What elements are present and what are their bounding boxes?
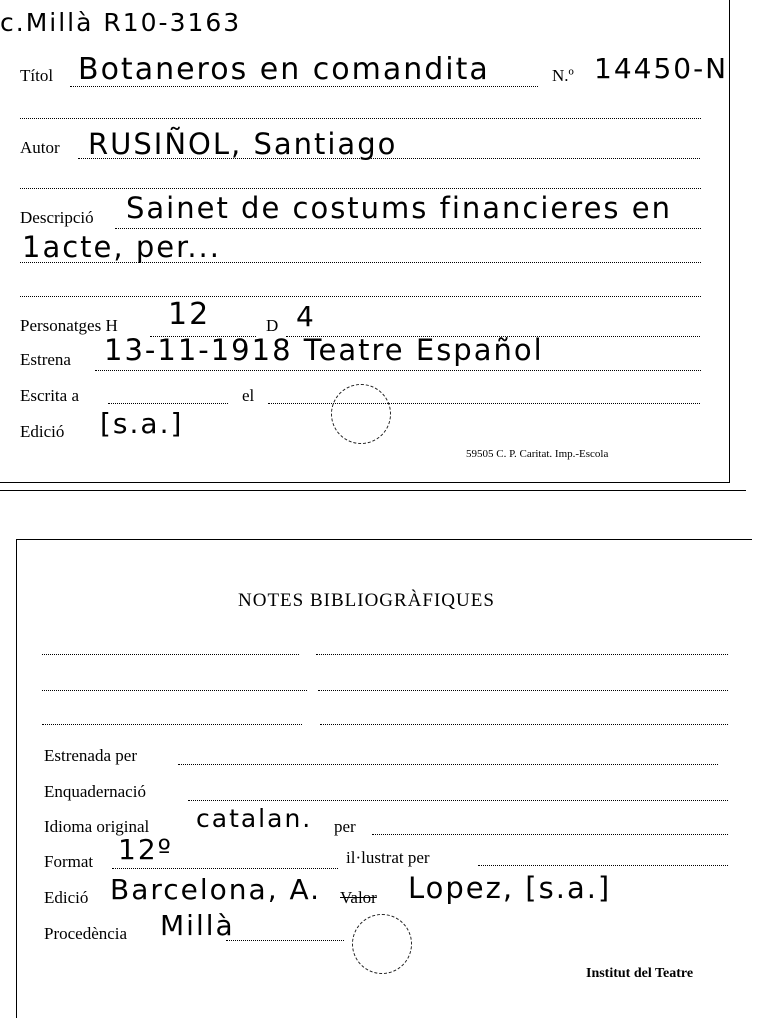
provenance-value: Millà	[160, 909, 235, 942]
written-dots	[108, 403, 228, 404]
written-label: Escrita a	[20, 386, 79, 405]
description-label: Descripció	[20, 208, 94, 227]
edition-struck-word: Valor	[340, 888, 377, 907]
card-bottom-edge	[0, 490, 746, 491]
notes-line	[42, 724, 302, 725]
edition-label: Edició	[20, 422, 65, 441]
institution-name: Institut del Teatre	[586, 966, 694, 981]
provenance-dots	[226, 940, 344, 941]
ruled-line	[20, 188, 701, 189]
premiere-dots	[95, 370, 701, 371]
description-line2: 1acte, per...	[22, 230, 221, 264]
provenance-label: Procedència	[44, 924, 128, 943]
description-line1: Sainet de costums financieres en	[126, 191, 672, 225]
edition-value: [s.a.]	[100, 407, 184, 440]
original-language-dots	[372, 834, 728, 835]
premiered-by-dots	[178, 764, 718, 765]
punch-hole	[352, 914, 412, 974]
edition-publisher: Lopez, [s.a.]	[408, 871, 612, 905]
notes-line	[42, 654, 299, 655]
illustrated-label: il·lustrat per	[346, 848, 430, 867]
ruled-line	[20, 118, 701, 119]
binding-dots	[188, 800, 728, 801]
binding-label: Enquadernació	[44, 782, 146, 801]
illustrated-dots	[478, 865, 728, 866]
description-dots	[115, 228, 701, 229]
characters-d-value: 4	[296, 300, 316, 333]
author-value: RUSIÑOL, Santiago	[88, 127, 398, 161]
edition-label-2: Edició	[44, 888, 89, 907]
premiere-value: 13-11-1918 Teatre Español	[104, 333, 544, 367]
number-label: N.º	[552, 66, 574, 85]
notes-line	[42, 690, 307, 691]
notes-line	[318, 690, 728, 691]
format-label: Format	[44, 852, 94, 871]
premiered-by-label: Estrenada per	[44, 746, 137, 765]
title-label: Títol	[20, 66, 54, 85]
premiere-label: Estrena	[20, 350, 71, 369]
notes-line	[316, 654, 728, 655]
author-label: Autor	[20, 138, 60, 157]
format-value: 12º	[118, 833, 173, 866]
written-at-label: el	[242, 386, 255, 405]
punch-hole	[331, 384, 391, 444]
number-value: 14450-N	[594, 52, 729, 85]
notes-line	[320, 724, 728, 725]
printer-imprint: 59505 C. P. Caritat. Imp.-Escola	[466, 448, 609, 460]
original-language-label: Idioma original	[44, 817, 150, 836]
notes-heading: NOTES BIBLIOGRÀFIQUES	[238, 590, 495, 611]
ruled-line	[20, 296, 701, 297]
call-number: c.Millà R10-3163	[0, 8, 242, 37]
format-dots	[112, 868, 338, 869]
title-value: Botaneros en comandita	[78, 52, 490, 87]
original-language-value: catalan.	[196, 804, 313, 833]
characters-d-label: D	[266, 316, 279, 335]
characters-label: Personatges H	[20, 316, 118, 335]
characters-h-value: 12	[168, 297, 211, 332]
edition-city: Barcelona, A.	[110, 873, 322, 906]
original-language-per: per	[334, 817, 356, 836]
